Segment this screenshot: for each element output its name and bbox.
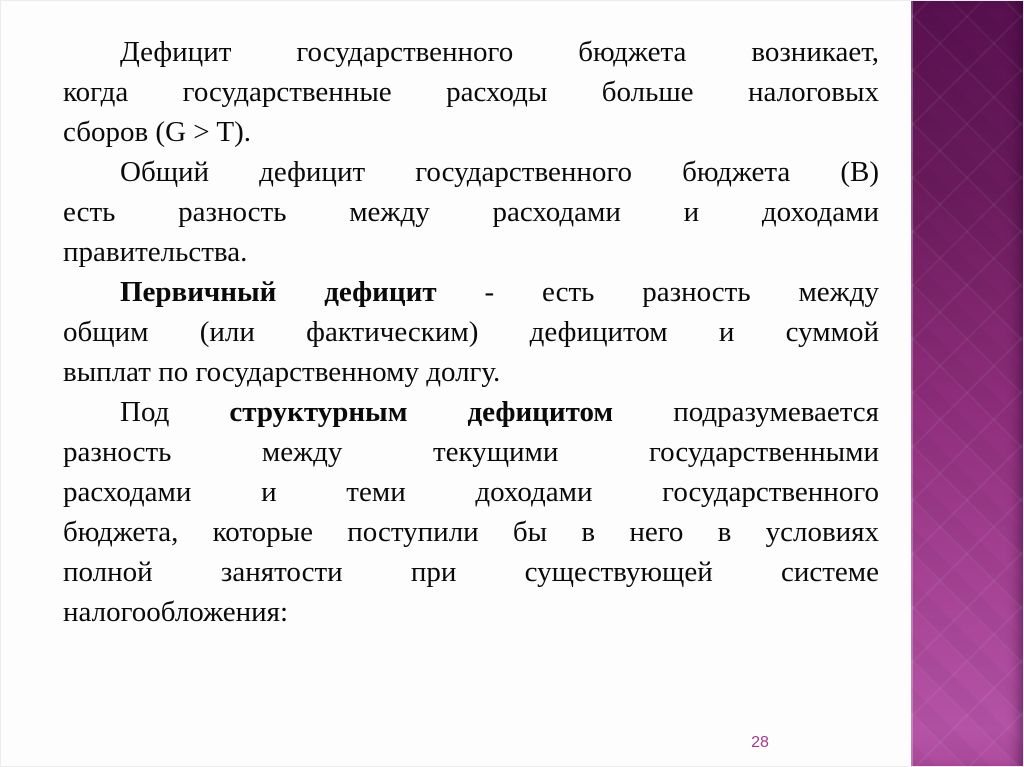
paragraph xyxy=(63,272,879,392)
paragraph xyxy=(63,152,879,272)
text-line xyxy=(63,472,879,512)
text-segment: Общий дефицит государственного бюджета (В) xyxy=(120,156,879,188)
slide-body-text xyxy=(63,32,879,632)
text-segment: полной занятости при существующей системе xyxy=(63,556,879,588)
text-line xyxy=(63,72,879,112)
text-segment: выплат по государственному долгу. xyxy=(63,356,501,388)
text-line xyxy=(63,32,879,72)
text-segment: Дефицит государственного бюджета возникает, xyxy=(120,36,879,68)
text-line xyxy=(63,512,879,552)
text-segment: сборов (G > T). xyxy=(63,116,251,148)
text-segment: подразумевается xyxy=(613,396,879,428)
diamond-pattern-overlay xyxy=(911,1,1023,767)
text-line xyxy=(63,592,879,632)
text-line xyxy=(63,552,879,592)
text-line xyxy=(63,392,879,432)
text-segment: Под xyxy=(120,396,230,428)
text-line xyxy=(63,312,879,352)
text-line xyxy=(63,432,879,472)
bold-term: структурным дефицитом xyxy=(229,396,614,428)
text-segment: разность между текущими государственными xyxy=(63,436,879,468)
paragraph xyxy=(63,392,879,632)
text-segment: общим (или фактическим) дефицитом и суммой xyxy=(63,316,879,348)
bold-term: Первичный дефицит xyxy=(120,276,437,308)
text-line xyxy=(63,152,879,192)
text-segment: налогообложения: xyxy=(63,596,289,628)
text-line xyxy=(63,352,879,392)
text-segment: когда государственные расходы больше налоговых xyxy=(63,76,879,108)
text-line xyxy=(63,192,879,232)
text-line xyxy=(63,232,879,272)
page-number-label: 28 xyxy=(751,734,769,751)
text-segment: - есть разность между xyxy=(436,276,879,308)
text-segment: бюджета, которые поступили бы в него в условиях xyxy=(63,516,879,548)
text-line xyxy=(63,112,879,152)
text-line xyxy=(63,272,879,312)
text-segment: правительства. xyxy=(63,236,248,268)
decorative-side-stripe xyxy=(911,1,1023,767)
text-segment: есть разность между расходами и доходами xyxy=(63,196,879,228)
text-segment: расходами и теми доходами государственного xyxy=(63,476,879,508)
paragraph xyxy=(63,32,879,152)
